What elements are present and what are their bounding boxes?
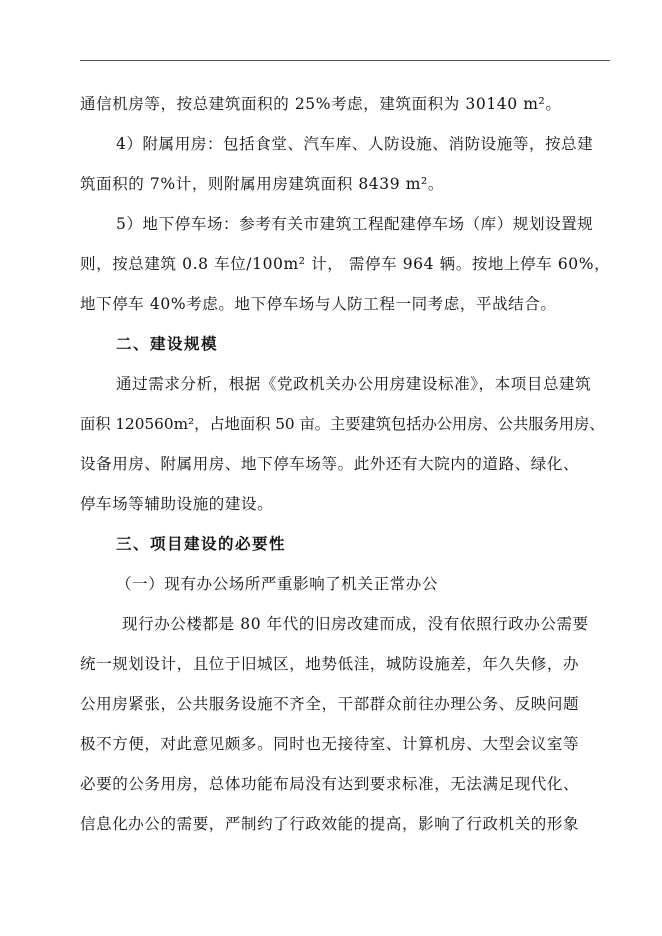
text-line-19: 信息化办公的需要，严制约了行政效能的提高，影响了行政机关的形象	[80, 815, 580, 833]
text-line-11: 停车场等辅助设施的建设。	[80, 495, 274, 513]
section-heading-scale: 二、建设规模	[116, 335, 219, 353]
subsection-heading: （一）现有办公场所严重影响了机关正常办公	[116, 575, 439, 593]
text-line-15: 统一规划设计，且位于旧城区，地势低洼，城防设施差，年久失修，办	[80, 655, 580, 673]
text-line-8: 通过需求分析，根据《党政机关办公用房建设标准》，本项目总建筑	[116, 375, 592, 393]
text-line-4: 5）地下停车场：参考有关市建筑工程配建停车场（库）规划设置规	[116, 215, 594, 233]
text-line-1: 通信机房等，按总建筑面积的 25%考虑，建筑面积为 30140 m²。	[80, 95, 562, 113]
text-line-10: 设备用房、附属用房、地下停车场等。此外还有大院内的道路、绿化、	[80, 455, 580, 473]
text-line-6: 地下停车 40%考虑。地下停车场与人防工程一同考虑，平战结合。	[80, 295, 557, 313]
text-line-14: 现行办公楼都是 80 年代的旧房改建而成，没有依照行政办公需要	[122, 615, 589, 633]
header-divider	[80, 60, 610, 61]
text-line-2: 4）附属用房：包括食堂、汽车库、人防设施、消防设施等，按总建	[116, 135, 594, 153]
text-line-17: 极不方便，对此意见颇多。同时也无接待室、计算机房、大型会议室等	[80, 735, 580, 753]
text-line-3: 筑面积的 7%计，则附属用房建筑面积 8439 m²。	[80, 175, 444, 193]
section-heading-necessity: 三、项目建设的必要性	[116, 535, 287, 553]
text-line-18: 必要的公务用房，总体功能布局没有达到要求标准，无法满足现代化、	[80, 775, 580, 793]
text-line-5: 则，按总建筑 0.8 车位/100m² 计， 需停车 964 辆。按地上停车 60%，	[80, 255, 611, 273]
text-line-9: 面积 120560m²，占地面积 50 亩。主要建筑包括办公用房、公共服务用房、	[80, 415, 605, 433]
text-line-16: 公用房紧张，公共服务设施不齐全，干部群众前往办理公务、反映问题	[80, 695, 580, 713]
